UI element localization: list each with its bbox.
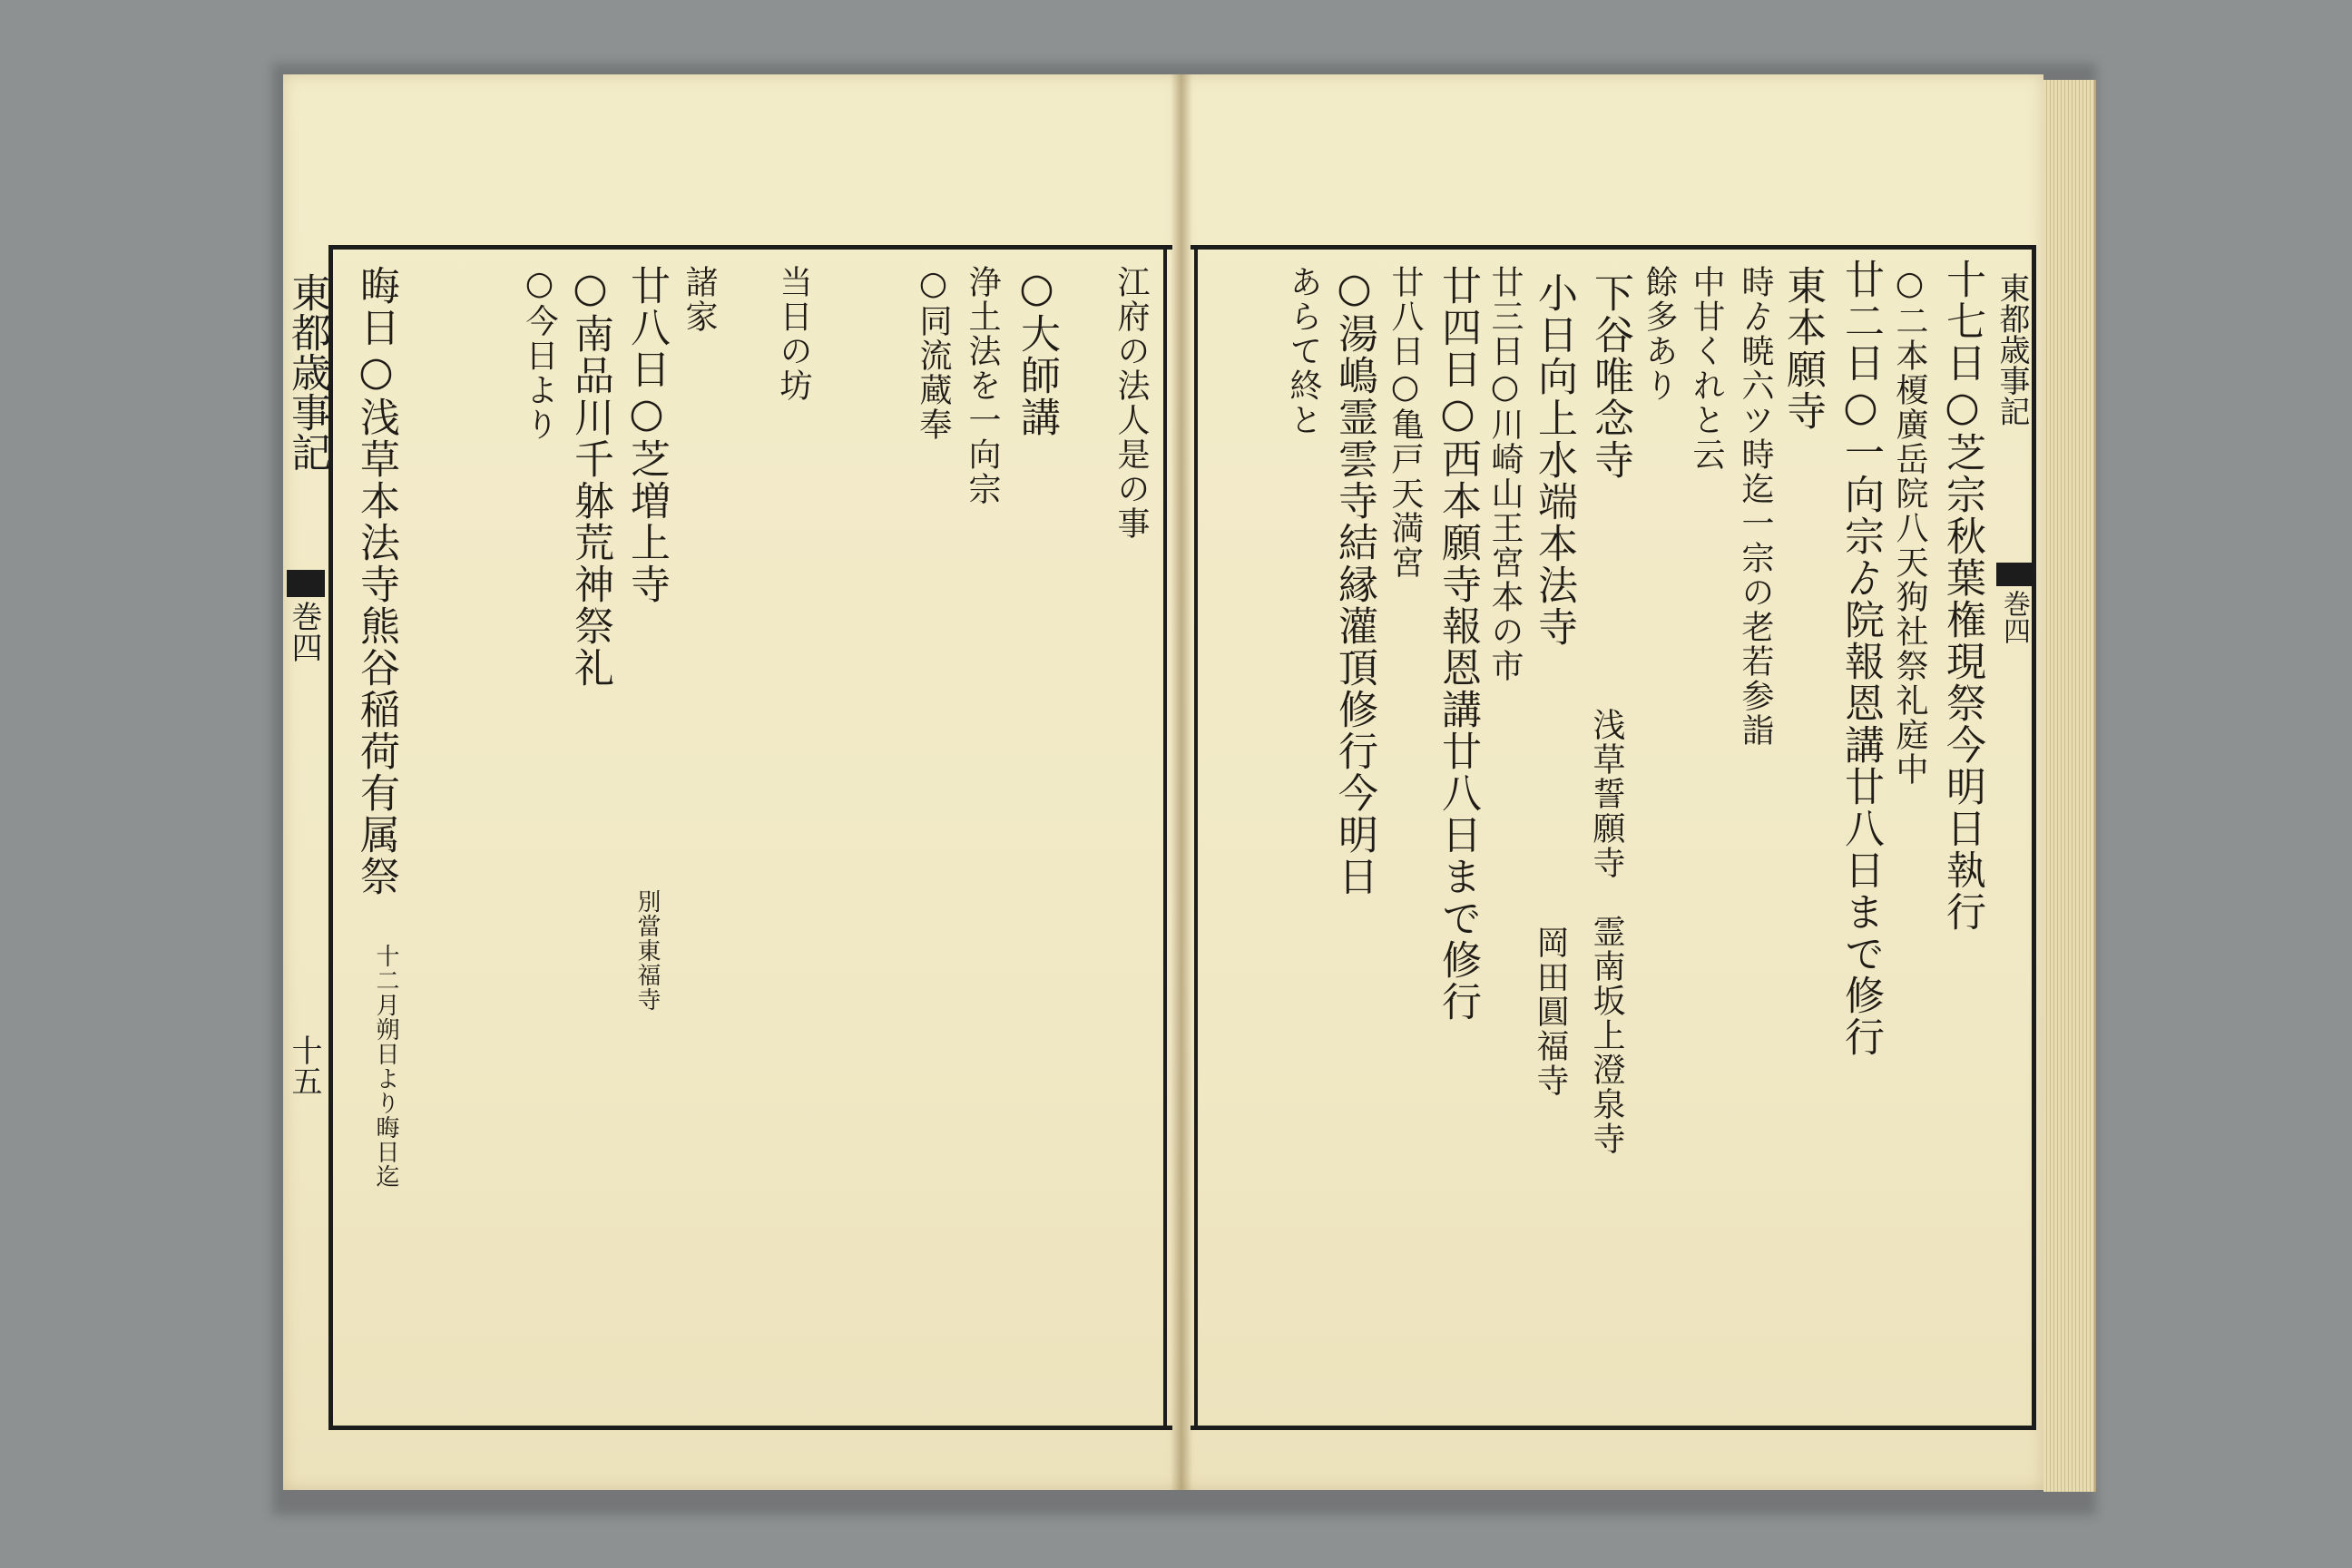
- text-column: 当日の坊: [775, 265, 812, 403]
- text-column: 時ゟ暁六ツ時迄一宗の老若参詣: [1737, 265, 1774, 748]
- text-column: 浅草誓願寺 霊南坂上澄泉寺: [1588, 708, 1625, 1156]
- title-divider-right: [1996, 563, 2033, 586]
- folio-number: 十五: [286, 1034, 322, 1096]
- text-column: 廿八日○亀戸天満宮: [1387, 265, 1424, 580]
- text-column: 東本願寺: [1779, 265, 1826, 432]
- text-column: 小日向上水端本法寺: [1531, 272, 1577, 648]
- text-column: ○二本榎廣岳院八天狗社祭礼庭中: [1891, 265, 1928, 787]
- text-column: ○同流蔵奉: [915, 265, 952, 442]
- text-column: ○今日より: [521, 265, 558, 442]
- book-gutter: [1171, 74, 1192, 1490]
- text-column: 浄土法を一向宗: [964, 265, 1001, 506]
- page-edge-stack: [2043, 80, 2096, 1492]
- text-column: ○大師講: [1014, 265, 1060, 438]
- text-column: 廿四日○西本願寺報恩講廿八日まで修行: [1435, 265, 1481, 1023]
- volume-label-left: 巻四: [286, 601, 322, 662]
- text-column: 廿二日○一向宗ゟ院報恩講廿八日まで修行: [1838, 259, 1884, 1058]
- text-column: 下谷唯念寺: [1587, 272, 1633, 481]
- center-rule-right: [1194, 245, 1198, 1430]
- volume-label-right: 巻四: [1998, 590, 2030, 644]
- text-column: 晦日○浅草本法寺熊谷稲荷有属祭: [353, 265, 399, 897]
- title-divider-left: [287, 570, 325, 597]
- text-column: 中甘くれと云: [1688, 265, 1725, 472]
- text-column: 廿三日○川崎山王宮本の市: [1486, 265, 1524, 683]
- text-column: 岡田圓福寺: [1532, 926, 1569, 1098]
- text-column: 江府の法人是の事: [1112, 265, 1150, 541]
- running-title-left: 東都歳事記: [284, 272, 330, 472]
- text-column: 諸家: [681, 265, 718, 334]
- text-column: あらて終と: [1285, 265, 1322, 437]
- text-column: 別當東福寺: [633, 889, 661, 1012]
- text-column: 餘多あり: [1641, 265, 1678, 403]
- running-title-right: 東都歳事記: [1994, 272, 2030, 426]
- text-column: 十七日○芝宗秋葉権現祭今明日執行: [1939, 259, 1985, 933]
- center-rule-left: [1163, 245, 1167, 1430]
- text-column: 十二月朔日より晦日迄: [372, 944, 399, 1189]
- text-column: ○南品川千躰荒神祭礼: [567, 265, 613, 689]
- text-column: 廿八日○芝増上寺: [623, 265, 670, 605]
- text-column: ○湯嶋霊雲寺結縁灌頂修行今明日: [1331, 265, 1377, 897]
